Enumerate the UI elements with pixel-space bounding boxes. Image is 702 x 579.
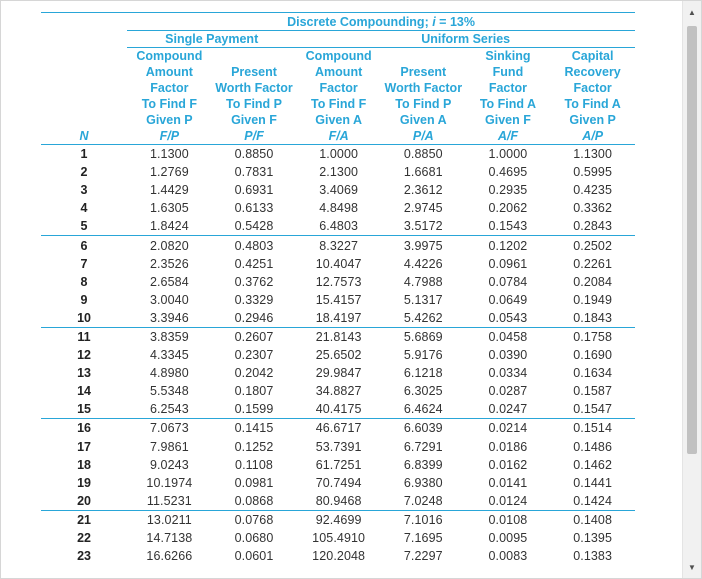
factor-cell: 7.2297 bbox=[403, 549, 443, 564]
header-name-line-2-0 bbox=[212, 48, 297, 65]
factor-cell: 7.0673 bbox=[127, 419, 212, 438]
header-name-line-3-2: Factor bbox=[319, 81, 358, 95]
factor-cell: 0.0961 bbox=[488, 256, 528, 271]
factor-cell: 6.6039 bbox=[381, 419, 466, 438]
header-given-0 bbox=[41, 112, 127, 128]
header-name-line-0-0 bbox=[41, 48, 127, 65]
factor-cell: 2.6584 bbox=[149, 274, 189, 289]
factor-cell: 120.2048 bbox=[312, 549, 366, 564]
factor-cell: 4.8498 bbox=[319, 201, 359, 216]
factor-cell: 21.8143 bbox=[296, 327, 381, 346]
factor-cell: 6.4624 bbox=[403, 402, 443, 417]
period-cell: 10 bbox=[77, 310, 91, 325]
header-name-line-2-2: Worth Factor bbox=[215, 81, 293, 95]
table-row bbox=[41, 309, 635, 328]
factor-cell: 0.1424 bbox=[573, 493, 613, 508]
factor-cell: 0.1108 bbox=[235, 457, 273, 472]
factor-cell: 0.3329 bbox=[234, 292, 274, 307]
title-variable: i bbox=[432, 15, 436, 29]
factor-cell: 0.6133 bbox=[234, 201, 274, 216]
factor-cell: 0.6931 bbox=[234, 183, 274, 198]
triangle-down-icon: ▼ bbox=[688, 562, 696, 572]
factor-cell: 0.1949 bbox=[573, 292, 613, 307]
table-row bbox=[41, 492, 635, 511]
factor-cell: 0.0868 bbox=[234, 493, 274, 508]
factor-cell: 0.1599 bbox=[234, 402, 274, 417]
factor-cell: 0.0214 bbox=[466, 419, 551, 438]
factor-cell: 0.2084 bbox=[573, 274, 613, 289]
header-name-line-4-2: Worth Factor bbox=[384, 81, 463, 95]
group-single-payment: Single Payment bbox=[127, 31, 296, 48]
table-row bbox=[41, 199, 635, 217]
scroll-content bbox=[1, 1, 677, 578]
header-name-line-0-1 bbox=[41, 64, 127, 80]
factor-cell: 1.2769 bbox=[149, 165, 189, 180]
factor-cell: 7.0248 bbox=[403, 493, 443, 508]
factor-cell: 0.1486 bbox=[573, 439, 613, 454]
factor-cell: 1.6305 bbox=[149, 201, 189, 216]
factor-cell: 0.1543 bbox=[488, 219, 528, 234]
header-notation-3: F/A bbox=[296, 128, 381, 145]
table-row bbox=[41, 163, 635, 181]
factor-cell: 0.0768 bbox=[212, 510, 297, 529]
factor-cell: 0.0649 bbox=[488, 292, 528, 307]
factor-cell: 0.4235 bbox=[573, 183, 613, 198]
vertical-scrollbar[interactable] bbox=[682, 1, 701, 578]
table-row bbox=[41, 273, 635, 291]
triangle-up-icon: ▲ bbox=[688, 7, 696, 17]
factor-cell: 2.3612 bbox=[403, 183, 443, 198]
table-row bbox=[41, 327, 635, 346]
factor-cell: 2.0820 bbox=[127, 236, 212, 255]
factor-cell: 12.7573 bbox=[315, 274, 362, 289]
factor-cell: 1.0000 bbox=[488, 147, 528, 162]
header-find-6: To Find A bbox=[564, 97, 621, 111]
scroll-down-button[interactable] bbox=[683, 559, 701, 575]
factor-cell: 0.1202 bbox=[466, 236, 551, 255]
factor-cell: 6.3025 bbox=[403, 384, 443, 399]
factor-cell: 70.7494 bbox=[315, 475, 362, 490]
factor-cell: 1.4429 bbox=[149, 183, 189, 198]
group-uniform-series: Uniform Series bbox=[296, 31, 635, 48]
table-row bbox=[41, 529, 635, 547]
title-prefix: Discrete Compounding; bbox=[287, 15, 433, 29]
header-notation-6: A/P bbox=[550, 128, 635, 145]
header-name-line-5-0: Sinking bbox=[485, 49, 531, 63]
factor-cell: 1.0000 bbox=[319, 147, 359, 162]
factor-cell: 0.0247 bbox=[488, 402, 528, 417]
factor-cell: 0.0981 bbox=[234, 475, 274, 490]
factor-cell: 0.4695 bbox=[488, 165, 528, 180]
factor-cell: 0.0162 bbox=[488, 457, 528, 472]
header-given-1: Given P bbox=[146, 113, 193, 127]
period-cell: 19 bbox=[77, 475, 91, 490]
table-row bbox=[41, 456, 635, 474]
factor-cell: 0.2062 bbox=[488, 201, 528, 216]
period-cell: 14 bbox=[77, 384, 91, 399]
factor-cell: 5.9176 bbox=[403, 348, 443, 363]
factor-cell: 3.3946 bbox=[149, 310, 189, 325]
factor-cell: 25.6502 bbox=[315, 348, 362, 363]
period-cell: 6 bbox=[41, 236, 127, 255]
factor-cell: 0.1395 bbox=[573, 531, 613, 546]
table-row bbox=[41, 181, 635, 199]
factor-cell: 4.7988 bbox=[403, 274, 443, 289]
factor-cell: 0.2843 bbox=[573, 219, 613, 234]
table-row bbox=[41, 438, 635, 456]
table-row bbox=[41, 346, 635, 364]
factor-cell: 0.0108 bbox=[466, 510, 551, 529]
table-header bbox=[41, 13, 635, 145]
header-given-4: Given A bbox=[399, 113, 447, 127]
period-cell: 4 bbox=[80, 201, 88, 216]
factor-cell: 13.0211 bbox=[127, 510, 212, 529]
factor-cell: 6.2543 bbox=[149, 402, 189, 417]
scroll-thumb[interactable] bbox=[687, 26, 697, 454]
header-name-line-5-2: Factor bbox=[488, 81, 528, 95]
header-name-line-3-1: Amount bbox=[315, 65, 363, 79]
period-cell: 15 bbox=[77, 402, 91, 417]
factor-cell: 0.2307 bbox=[234, 348, 274, 363]
factor-cell: 0.0601 bbox=[234, 549, 274, 564]
table-body bbox=[41, 145, 635, 566]
factor-cell: 0.0390 bbox=[488, 348, 528, 363]
table-row bbox=[41, 510, 635, 529]
factor-cell: 0.1690 bbox=[573, 348, 613, 363]
header-find-3: To Find F bbox=[310, 97, 367, 111]
factor-cell: 0.2261 bbox=[573, 256, 613, 271]
factor-cell: 2.9745 bbox=[403, 201, 443, 216]
header-notation-2: P/F bbox=[212, 128, 297, 145]
factor-cell: 5.6869 bbox=[381, 327, 466, 346]
scroll-up-button[interactable] bbox=[683, 4, 701, 20]
header-name-line-1-2: Factor bbox=[150, 81, 189, 95]
factor-cell: 0.3362 bbox=[573, 201, 613, 216]
factor-cell: 0.1514 bbox=[550, 419, 635, 438]
factor-cell: 0.5428 bbox=[234, 219, 274, 234]
header-name-line-4-0 bbox=[381, 48, 466, 65]
period-cell: 13 bbox=[77, 366, 91, 381]
table-row bbox=[41, 291, 635, 309]
header-notation-1: F/P bbox=[127, 128, 212, 145]
period-cell: 16 bbox=[41, 419, 127, 438]
period-cell: 11 bbox=[41, 327, 127, 346]
factor-cell: 10.1974 bbox=[146, 475, 193, 490]
period-cell: 12 bbox=[77, 348, 91, 363]
factor-cell: 0.2935 bbox=[488, 183, 528, 198]
header-given-5: Given F bbox=[485, 113, 531, 127]
factor-cell: 4.8980 bbox=[149, 366, 189, 381]
header-name-line-3-0: Compound bbox=[305, 49, 372, 63]
header-name-line-1-0: Compound bbox=[136, 49, 203, 63]
table-row bbox=[41, 547, 635, 565]
factor-cell: 7.1016 bbox=[381, 510, 466, 529]
factor-cell: 0.0287 bbox=[488, 384, 528, 399]
factor-cell: 1.1300 bbox=[149, 147, 189, 162]
header-find-2: To Find P bbox=[226, 97, 283, 111]
factor-cell: 3.0040 bbox=[149, 292, 189, 307]
table-row bbox=[41, 474, 635, 492]
table-row bbox=[41, 255, 635, 273]
header-name-line-4-1: Present bbox=[400, 65, 447, 79]
factor-cell: 10.4047 bbox=[315, 256, 362, 271]
table-row bbox=[41, 382, 635, 400]
factor-cell: 7.9861 bbox=[149, 439, 189, 454]
factor-cell: 1.1300 bbox=[573, 147, 613, 162]
factor-cell: 0.1415 bbox=[212, 419, 297, 438]
period-cell: 8 bbox=[80, 274, 88, 289]
factor-cell: 0.1758 bbox=[550, 327, 635, 346]
factor-cell: 0.2042 bbox=[234, 366, 274, 381]
header-name-line-1-1: Amount bbox=[145, 65, 193, 79]
period-cell: 17 bbox=[77, 439, 91, 454]
factor-cell: 5.4262 bbox=[403, 310, 443, 325]
factor-cell: 4.3345 bbox=[149, 348, 189, 363]
header-notation-5: A/F bbox=[466, 128, 551, 145]
header-find-4: To Find P bbox=[395, 97, 452, 111]
period-cell: 9 bbox=[80, 292, 88, 307]
factor-cell: 0.0095 bbox=[488, 531, 528, 546]
factor-cell: 1.8424 bbox=[149, 219, 189, 234]
factor-cell: 0.8850 bbox=[403, 147, 443, 162]
factor-cell: 8.3227 bbox=[296, 236, 381, 255]
period-cell: 7 bbox=[80, 256, 88, 271]
factor-cell: 0.0083 bbox=[488, 549, 528, 564]
factor-cell: 0.1252 bbox=[234, 439, 274, 454]
factor-cell: 7.1695 bbox=[403, 531, 443, 546]
header-name-line-6-0: Capital bbox=[571, 49, 614, 63]
factor-cell: 0.5995 bbox=[573, 165, 613, 180]
factor-cell: 0.1383 bbox=[573, 549, 613, 564]
header-name-line-0-2 bbox=[41, 80, 127, 96]
factor-cell: 0.0334 bbox=[488, 366, 528, 381]
header-name-line-6-1: Recovery bbox=[564, 65, 621, 79]
factor-cell: 1.6681 bbox=[403, 165, 443, 180]
factor-cell: 0.2502 bbox=[550, 236, 635, 255]
header-given-3: Given A bbox=[315, 113, 363, 127]
factor-cell: 0.1462 bbox=[573, 457, 613, 472]
factor-cell: 5.1317 bbox=[403, 292, 443, 307]
period-cell: 21 bbox=[41, 510, 127, 529]
table-row bbox=[41, 236, 635, 255]
factor-cell: 2.1300 bbox=[319, 165, 359, 180]
factor-cell: 0.0543 bbox=[488, 310, 528, 325]
factor-cell: 0.1634 bbox=[573, 366, 613, 381]
factor-cell: 0.4251 bbox=[234, 256, 274, 271]
period-cell: 1 bbox=[80, 147, 88, 162]
period-cell: 23 bbox=[77, 549, 91, 564]
factor-cell: 0.1547 bbox=[573, 402, 613, 417]
factor-cell: 0.1807 bbox=[234, 384, 274, 399]
factor-cell: 0.0458 bbox=[466, 327, 551, 346]
factor-cell: 3.9975 bbox=[381, 236, 466, 255]
factor-cell: 16.6266 bbox=[146, 549, 193, 564]
factor-cell: 92.4699 bbox=[296, 510, 381, 529]
header-notation-0: N bbox=[41, 128, 127, 145]
period-cell: 18 bbox=[77, 457, 91, 472]
table-row bbox=[41, 145, 635, 164]
factor-cell: 105.4910 bbox=[312, 531, 366, 546]
factor-cell: 6.1218 bbox=[403, 366, 443, 381]
header-name-line-5-1: Fund bbox=[492, 65, 524, 79]
factor-cell: 6.9380 bbox=[403, 475, 443, 490]
header-find-1: To Find F bbox=[141, 97, 198, 111]
factor-cell: 53.7391 bbox=[315, 439, 362, 454]
header-given-6: Given P bbox=[569, 113, 616, 127]
factor-cell: 14.7138 bbox=[146, 531, 193, 546]
period-cell: 20 bbox=[77, 493, 91, 508]
period-cell: 2 bbox=[80, 165, 88, 180]
factor-cell: 29.9847 bbox=[315, 366, 362, 381]
header-notation-4: P/A bbox=[381, 128, 466, 145]
factor-cell: 0.1441 bbox=[573, 475, 613, 490]
table-row bbox=[41, 419, 635, 438]
factor-table bbox=[41, 12, 635, 565]
factor-cell: 11.5231 bbox=[146, 493, 192, 508]
factor-cell: 5.5348 bbox=[149, 384, 189, 399]
table-title bbox=[127, 13, 635, 31]
period-cell: 3 bbox=[80, 183, 88, 198]
title-suffix: = 13% bbox=[435, 15, 475, 29]
factor-cell: 3.5172 bbox=[403, 219, 443, 234]
factor-cell: 2.3526 bbox=[149, 256, 189, 271]
factor-cell: 6.8399 bbox=[403, 457, 443, 472]
factor-cell: 46.6717 bbox=[296, 419, 381, 438]
table-row bbox=[41, 400, 635, 419]
factor-cell: 18.4197 bbox=[315, 310, 362, 325]
period-cell: 5 bbox=[80, 219, 88, 234]
factor-cell: 0.0124 bbox=[488, 493, 528, 508]
factor-cell: 3.8359 bbox=[127, 327, 212, 346]
factor-cell: 80.9468 bbox=[315, 493, 362, 508]
table-row bbox=[41, 364, 635, 382]
factor-cell: 0.8850 bbox=[234, 147, 274, 162]
factor-cell: 6.7291 bbox=[403, 439, 443, 454]
table-row bbox=[41, 217, 635, 236]
header-find-5: To Find A bbox=[479, 97, 537, 111]
header-name-line-2-1: Present bbox=[231, 65, 277, 79]
factor-cell: 0.0186 bbox=[488, 439, 528, 454]
factor-cell: 15.4157 bbox=[315, 292, 362, 307]
factor-cell: 0.0680 bbox=[234, 531, 274, 546]
header-name-line-6-2: Factor bbox=[573, 81, 612, 95]
factor-cell: 0.2946 bbox=[234, 310, 274, 325]
factor-cell: 0.0784 bbox=[488, 274, 528, 289]
factor-cell: 0.7831 bbox=[234, 165, 274, 180]
factor-cell: 40.4175 bbox=[315, 402, 362, 417]
factor-cell: 0.1843 bbox=[573, 310, 613, 325]
factor-cell: 0.4803 bbox=[212, 236, 297, 255]
header-given-2: Given F bbox=[231, 113, 277, 127]
factor-cell: 9.0243 bbox=[149, 457, 189, 472]
factor-cell: 4.4226 bbox=[403, 256, 443, 271]
factor-cell: 0.1408 bbox=[550, 510, 635, 529]
factor-cell: 6.4803 bbox=[319, 219, 359, 234]
factor-cell: 0.1587 bbox=[573, 384, 613, 399]
header-find-0 bbox=[41, 96, 127, 112]
factor-cell: 0.3762 bbox=[234, 274, 274, 289]
factor-cell: 3.4069 bbox=[319, 183, 359, 198]
factor-cell: 0.0141 bbox=[488, 475, 528, 490]
factor-cell: 61.7251 bbox=[315, 457, 362, 472]
factor-cell: 0.2607 bbox=[212, 327, 297, 346]
factor-cell: 34.8827 bbox=[315, 384, 362, 399]
period-cell: 22 bbox=[77, 531, 91, 546]
